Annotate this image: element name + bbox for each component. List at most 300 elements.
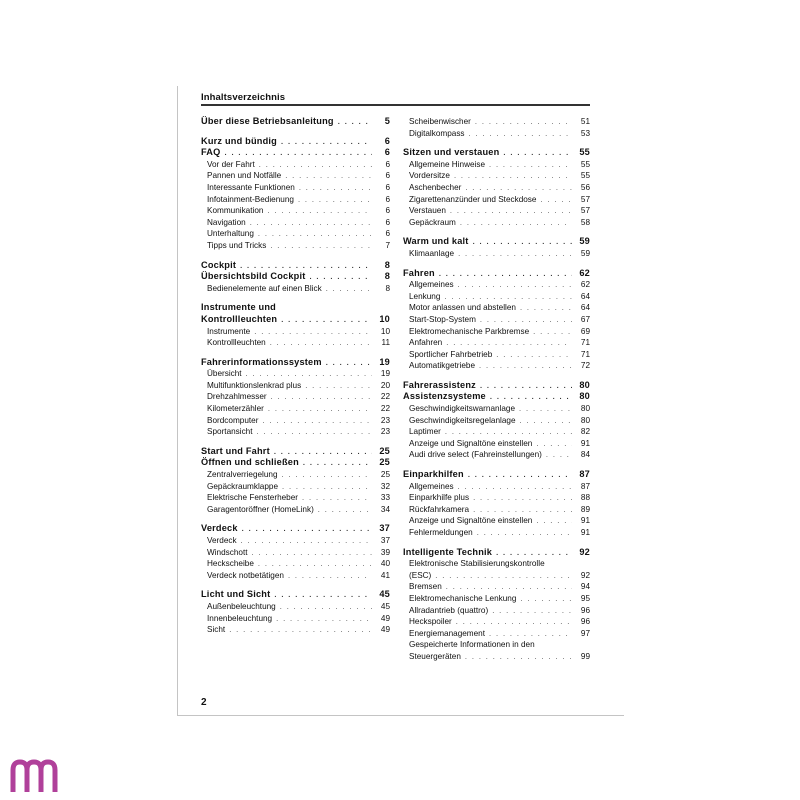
toc-leader-dots xyxy=(492,605,572,617)
toc-entry-label: Elektronische Stabilisierungskontrolle xyxy=(409,559,545,569)
toc-sub-entry[interactable] xyxy=(201,469,390,481)
toc-leader-dots xyxy=(540,194,572,206)
toc-entry-label: Interessante Funktionen xyxy=(207,182,295,192)
toc-gap xyxy=(201,438,390,446)
toc-entry-page-number: 91 xyxy=(580,438,590,448)
toc-entry-page-number: 7 xyxy=(385,240,390,250)
toc-leader-dots xyxy=(533,326,572,338)
toc-sub-entry[interactable] xyxy=(403,515,590,527)
toc-entry-page-number: 23 xyxy=(380,415,390,425)
toc-sub-entry[interactable] xyxy=(201,283,390,295)
toc-entry-label: Scheibenwischer xyxy=(409,117,471,126)
toc-leader-dots xyxy=(274,589,372,601)
toc-entry-page-number: 91 xyxy=(580,528,590,537)
toc-leader-dots xyxy=(519,403,572,415)
toc-leader-dots xyxy=(252,547,373,559)
toc-entry-page-number: 55 xyxy=(580,171,590,181)
toc-entry-label: Kontrollleuchten xyxy=(201,313,278,324)
toc-entry-page-number: 22 xyxy=(380,404,390,414)
toc-chapter-entry[interactable] xyxy=(403,147,590,159)
toc-leader-dots xyxy=(473,492,572,504)
toc-entry-label: Außenbeleuchtung xyxy=(207,601,276,611)
toc-leader-dots xyxy=(274,446,372,458)
toc-entry-page-number: 40 xyxy=(380,559,390,569)
toc-leader-dots xyxy=(489,159,572,171)
toc-entry-label: Sitzen und verstauen xyxy=(403,147,500,158)
toc-sub-entry[interactable] xyxy=(403,558,590,570)
toc-entry-label: Anfahren xyxy=(409,338,443,348)
toc-chapter-entry[interactable] xyxy=(201,357,390,369)
toc-gap xyxy=(403,228,590,236)
toc-leader-dots xyxy=(520,302,572,314)
toc-entry-label: Warm und kalt xyxy=(403,236,469,247)
toc-sub-entry[interactable] xyxy=(403,116,590,128)
toc-leader-dots xyxy=(536,438,572,450)
toc-entry-label: Windschott xyxy=(207,547,248,557)
toc-entry-page-number: 88 xyxy=(580,493,590,503)
toc-chapter-entry[interactable] xyxy=(403,391,590,403)
toc-sub-entry[interactable] xyxy=(403,527,590,539)
toc-entry-page-number: 92 xyxy=(580,570,590,580)
toc-entry-label: Allgemeine Hinweise xyxy=(409,159,485,169)
toc-entry-label: Fahren xyxy=(403,267,435,278)
toc-sub-entry[interactable] xyxy=(201,624,390,636)
toc-sub-entry[interactable] xyxy=(403,182,590,194)
toc-gap xyxy=(403,539,590,547)
toc-sub-entry[interactable] xyxy=(201,481,390,493)
toc-sub-entry[interactable] xyxy=(201,504,390,516)
toc-sub-entry[interactable] xyxy=(403,616,590,628)
toc-sub-entry[interactable] xyxy=(201,182,390,194)
m-logo-icon xyxy=(8,756,62,794)
toc-leader-dots xyxy=(338,116,372,128)
toc-chapter-entry[interactable] xyxy=(403,547,590,559)
toc-leader-dots xyxy=(458,481,572,493)
toc-sub-entry[interactable] xyxy=(403,128,590,140)
toc-entry-label: Digitalkompass xyxy=(409,128,465,138)
toc-leader-dots xyxy=(469,128,572,140)
toc-gap xyxy=(201,581,390,589)
toc-leader-dots xyxy=(454,170,572,182)
toc-entry-label: Einparkhilfe plus xyxy=(409,493,470,503)
toc-sub-entry[interactable] xyxy=(403,326,590,338)
toc-entry-page-number: 8 xyxy=(384,259,390,270)
toc-entry-label: Sicht xyxy=(207,625,226,635)
toc-entry-label: Öffnen und schließen xyxy=(201,457,299,468)
toc-entry-label: Heckscheibe xyxy=(207,559,254,569)
toc-chapter-entry[interactable] xyxy=(403,268,590,280)
toc-sub-entry[interactable] xyxy=(201,337,390,349)
toc-entry-page-number: 25 xyxy=(380,470,390,480)
toc-entry-page-number: 57 xyxy=(580,194,590,204)
toc-chapter-entry[interactable] xyxy=(201,136,390,148)
toc-entry-label: Kurz und bündig xyxy=(201,135,277,146)
toc-entry-page-number: 32 xyxy=(380,481,390,491)
toc-leader-dots xyxy=(326,357,372,369)
toc-entry-label: Verdeck notbetätigen xyxy=(207,570,284,580)
toc-sub-entry[interactable] xyxy=(201,601,390,613)
left-margin-rule xyxy=(177,86,178,716)
toc-leader-dots xyxy=(241,535,372,547)
toc-chapter-entry[interactable] xyxy=(201,446,390,458)
toc-entry-label: Fahrerassistenz xyxy=(403,379,476,390)
toc-entry-page-number: 80 xyxy=(580,415,590,425)
toc-sub-entry[interactable] xyxy=(403,628,590,640)
toc-entry-label: Geschwindigkeitswarnanlage xyxy=(409,404,516,414)
toc-leader-dots xyxy=(254,326,372,338)
toc-sub-entry[interactable] xyxy=(403,605,590,617)
toc-sub-entry[interactable] xyxy=(201,613,390,625)
toc-entry-page-number: 92 xyxy=(579,546,590,557)
toc-sub-entry[interactable] xyxy=(201,558,390,570)
toc-leader-dots xyxy=(258,558,372,570)
toc-entry-label: Verstauen xyxy=(409,206,446,216)
toc-sub-entry[interactable] xyxy=(403,438,590,450)
toc-leader-dots xyxy=(475,116,572,128)
toc-entry-label: Übersicht xyxy=(207,369,242,379)
page-title: Inhaltsverzeichnis xyxy=(201,92,286,103)
toc-entry-page-number: 64 xyxy=(580,291,590,301)
toc-leader-dots xyxy=(267,205,372,217)
toc-entry-label: Fahrerinformationssystem xyxy=(201,356,322,367)
toc-entry-label: Gepäckraumklappe xyxy=(207,481,278,491)
toc-leader-dots xyxy=(460,217,572,229)
toc-sub-entry[interactable] xyxy=(403,337,590,349)
toc-leader-dots xyxy=(250,217,372,229)
toc-leader-dots xyxy=(503,147,572,159)
toc-gap xyxy=(403,461,590,469)
toc-leader-dots xyxy=(257,426,372,438)
toc-entry-label: Zigarettenanzünder und Steckdose xyxy=(409,194,537,204)
toc-entry-label: Sportlicher Fahrbetrieb xyxy=(409,349,493,359)
toc-sub-entry[interactable] xyxy=(403,639,590,651)
toc-leader-dots xyxy=(458,248,572,260)
toc-entry-label: Über diese Betriebsanleitung xyxy=(201,116,334,126)
toc-entry-page-number: 49 xyxy=(380,613,390,623)
toc-sub-entry[interactable] xyxy=(201,170,390,182)
toc-sub-entry[interactable] xyxy=(201,240,390,252)
toc-sub-entry[interactable] xyxy=(403,279,590,291)
toc-chapter-entry[interactable] xyxy=(201,523,390,535)
toc-leader-dots xyxy=(262,415,372,427)
toc-entry-label: Tipps und Tricks xyxy=(207,240,267,250)
toc-chapter-entry[interactable] xyxy=(201,271,390,283)
toc-leader-dots xyxy=(288,570,372,582)
toc-sub-entry[interactable] xyxy=(403,581,590,593)
toc-leader-dots xyxy=(302,492,372,504)
toc-sub-entry[interactable] xyxy=(201,547,390,559)
toc-entry-label: Verdeck xyxy=(201,523,238,534)
toc-entry-page-number: 20 xyxy=(380,380,390,390)
toc-sub-entry[interactable] xyxy=(201,492,390,504)
toc-sub-entry[interactable] xyxy=(403,248,590,260)
toc-leader-dots xyxy=(458,279,572,291)
toc-leader-dots xyxy=(318,504,372,516)
toc-sub-entry[interactable] xyxy=(201,368,390,380)
toc-entry-label: Klimaanlage xyxy=(409,248,455,258)
toc-entry-label: Instrumente xyxy=(207,326,251,336)
toc-leader-dots xyxy=(303,457,372,469)
toc-entry-page-number: 71 xyxy=(580,349,590,359)
toc-leader-dots xyxy=(299,182,372,194)
toc-entry-page-number: 69 xyxy=(580,326,590,336)
toc-leader-dots xyxy=(465,182,572,194)
toc-sub-entry[interactable] xyxy=(201,426,390,438)
toc-entry-label: Allgemeines xyxy=(409,280,454,290)
toc-entry-label: Intelligente Technik xyxy=(403,546,493,557)
toc-entry-page-number: 53 xyxy=(580,128,590,138)
toc-leader-dots xyxy=(473,236,572,248)
bottom-rule xyxy=(177,715,624,716)
toc-entry-page-number: 6 xyxy=(385,194,390,204)
toc-sub-entry[interactable] xyxy=(201,326,390,338)
toc-entry-label: Automatikgetriebe xyxy=(409,361,475,371)
toc-entry-label: Vordersitze xyxy=(409,171,450,181)
toc-entry-label: Kommunikation xyxy=(207,206,264,216)
toc-entry-label: Cockpit xyxy=(201,259,237,270)
toc-leader-dots xyxy=(480,314,572,326)
toc-gap xyxy=(403,260,590,268)
toc-sub-entry[interactable] xyxy=(403,570,590,582)
toc-leader-dots xyxy=(536,515,572,527)
toc-sub-entry[interactable] xyxy=(403,504,590,516)
toc-leader-dots xyxy=(259,159,372,171)
toc-chapter-entry[interactable] xyxy=(201,302,390,314)
toc-leader-dots xyxy=(268,403,372,415)
toc-entry-page-number: 6 xyxy=(385,159,390,169)
toc-entry-label: Pannen und Notfälle xyxy=(207,171,282,181)
toc-entry-page-number: 45 xyxy=(380,601,390,611)
toc-sub-entry[interactable] xyxy=(201,194,390,206)
toc-sub-entry[interactable] xyxy=(201,535,390,547)
toc-entry-label: Elektromechanische Lenkung xyxy=(409,593,517,603)
toc-chapter-entry[interactable] xyxy=(403,469,590,481)
toc-entry-page-number: 37 xyxy=(380,536,390,545)
toc-leader-dots xyxy=(225,147,373,159)
toc-entry-page-number: 37 xyxy=(379,523,390,534)
toc-entry-label: (ESC) xyxy=(409,570,432,580)
toc-gap xyxy=(201,294,390,302)
toc-entry-label: Navigation xyxy=(207,217,246,227)
toc-sub-entry[interactable] xyxy=(403,449,590,461)
toc-leader-dots xyxy=(490,391,572,403)
toc-entry-label: Zentralverriegelung xyxy=(207,470,278,480)
toc-leader-dots xyxy=(450,205,572,217)
toc-leader-dots xyxy=(270,240,372,252)
toc-entry-page-number: 59 xyxy=(579,236,590,247)
toc-entry-page-number: 51 xyxy=(580,117,590,126)
toc-gap xyxy=(201,128,390,136)
toc-entry-label: Gepäckraum xyxy=(409,217,456,227)
toc-entry-page-number: 87 xyxy=(580,481,590,491)
toc-entry-page-number: 80 xyxy=(579,379,590,390)
toc-entry-page-number: 94 xyxy=(580,582,590,592)
toc-entry-page-number: 5 xyxy=(384,116,390,126)
toc-entry-page-number: 8 xyxy=(384,271,390,282)
toc-sub-entry[interactable] xyxy=(403,314,590,326)
toc-entry-label: Gespeicherte Informationen in den xyxy=(409,640,535,650)
toc-entry-page-number: 39 xyxy=(380,547,390,557)
toc-entry-page-number: 96 xyxy=(580,605,590,615)
toc-entry-page-number: 6 xyxy=(385,171,390,181)
toc-entry-label: Fehlermeldungen xyxy=(409,528,473,537)
toc-entry-page-number: 45 xyxy=(379,589,390,600)
toc-leader-dots xyxy=(285,170,372,182)
toc-entry-page-number: 6 xyxy=(385,206,390,216)
toc-leader-dots xyxy=(489,628,572,640)
toc-sub-entry[interactable] xyxy=(403,481,590,493)
toc-entry-label: Licht und Sicht xyxy=(201,589,271,600)
toc-sub-entry[interactable] xyxy=(403,492,590,504)
toc-leader-dots xyxy=(479,360,572,372)
toc-entry-page-number: 62 xyxy=(580,280,590,290)
toc-entry-page-number: 6 xyxy=(384,135,390,146)
toc-leader-dots xyxy=(271,391,372,403)
toc-sub-entry[interactable] xyxy=(403,360,590,372)
toc-entry-label: Vor der Fahrt xyxy=(207,159,255,169)
toc-entry-label: Aschenbecher xyxy=(409,182,462,192)
toc-entry-page-number: 25 xyxy=(379,457,390,468)
toc-leader-dots xyxy=(520,593,572,605)
toc-sub-entry[interactable] xyxy=(403,593,590,605)
toc-entry-label: Audi drive select (Fahreinstellungen) xyxy=(409,450,542,460)
toc-sub-entry[interactable] xyxy=(403,349,590,361)
toc-chapter-entry[interactable] xyxy=(201,116,390,128)
toc-leader-dots xyxy=(281,314,372,326)
toc-leader-dots xyxy=(473,504,572,516)
toc-sub-entry[interactable] xyxy=(201,159,390,171)
toc-entry-page-number: 19 xyxy=(379,356,390,367)
toc-leader-dots xyxy=(309,271,372,283)
toc-leader-dots xyxy=(242,523,372,535)
toc-leader-dots xyxy=(477,527,572,539)
toc-entry-label: Motor anlassen und abstellen xyxy=(409,303,516,313)
toc-leader-dots xyxy=(456,616,572,628)
toc-sub-entry[interactable] xyxy=(403,217,590,229)
toc-entry-page-number: 72 xyxy=(580,361,590,371)
toc-sub-entry[interactable] xyxy=(201,380,390,392)
toc-sub-entry[interactable] xyxy=(403,426,590,438)
toc-entry-label: Innenbeleuchtung xyxy=(207,613,273,623)
toc-entry-label: Garagentoröffner (HomeLink) xyxy=(207,504,314,514)
toc-entry-label: Energiemanagement xyxy=(409,628,486,638)
toc-sub-entry[interactable] xyxy=(403,291,590,303)
toc-leader-dots xyxy=(229,624,372,636)
toc-sub-entry[interactable] xyxy=(403,651,590,663)
toc-entry-page-number: 6 xyxy=(385,182,390,192)
toc-entry-page-number: 80 xyxy=(579,391,590,402)
toc-entry-page-number: 82 xyxy=(580,427,590,437)
toc-chapter-entry[interactable] xyxy=(201,314,390,326)
toc-entry-page-number: 49 xyxy=(380,625,390,635)
toc-leader-dots xyxy=(240,260,372,272)
toc-sub-entry[interactable] xyxy=(201,570,390,582)
toc-entry-page-number: 10 xyxy=(379,313,390,324)
toc-sub-entry[interactable] xyxy=(201,217,390,229)
toc-entry-page-number: 89 xyxy=(580,504,590,514)
toc-entry-page-number: 22 xyxy=(380,392,390,402)
toc-sub-entry[interactable] xyxy=(201,391,390,403)
toc-entry-page-number: 19 xyxy=(380,369,390,379)
toc-entry-label: FAQ xyxy=(201,147,221,158)
toc-sub-entry[interactable] xyxy=(201,205,390,217)
toc-chapter-entry[interactable] xyxy=(403,236,590,248)
toc-entry-label: Verdeck xyxy=(207,536,237,545)
toc-entry-label: Infotainment-Bedienung xyxy=(207,194,294,204)
toc-sub-entry[interactable] xyxy=(201,228,390,240)
toc-leader-dots xyxy=(444,291,572,303)
toc-entry-page-number: 6 xyxy=(384,147,390,158)
toc-entry-label: Kilometerzähler xyxy=(207,404,264,414)
toc-sub-entry[interactable] xyxy=(403,170,590,182)
toc-entry-page-number: 84 xyxy=(580,450,590,460)
toc-gap xyxy=(201,349,390,357)
toc-entry-label: Start und Fahrt xyxy=(201,445,270,456)
toc-sub-entry[interactable] xyxy=(403,415,590,427)
toc-sub-entry[interactable] xyxy=(403,205,590,217)
toc-entry-label: Allradantrieb (quattro) xyxy=(409,605,489,615)
toc-entry-label: Heckspoiler xyxy=(409,617,452,627)
toc-leader-dots xyxy=(270,337,372,349)
toc-leader-dots xyxy=(280,601,372,613)
header-rule xyxy=(201,104,590,106)
toc-chapter-entry[interactable] xyxy=(403,380,590,392)
toc-entry-page-number: 95 xyxy=(580,593,590,603)
toc-entry-label: Bedienelemente auf einen Blick xyxy=(207,283,322,293)
toc-entry-page-number: 25 xyxy=(379,445,390,456)
toc-leader-dots xyxy=(276,613,372,625)
toc-entry-label: Elektromechanische Parkbremse xyxy=(409,326,530,336)
toc-gap xyxy=(403,372,590,380)
toc-entry-label: Multifunktionslenkrad plus xyxy=(207,380,302,390)
toc-column-right xyxy=(403,116,590,663)
toc-chapter-entry[interactable] xyxy=(201,260,390,272)
toc-chapter-entry[interactable] xyxy=(201,589,390,601)
toc-leader-dots xyxy=(435,570,572,582)
toc-entry-page-number: 96 xyxy=(580,617,590,627)
toc-entry-label: Elektrische Fensterheber xyxy=(207,493,299,503)
toc-entry-page-number: 67 xyxy=(580,314,590,324)
toc-entry-label: Drehzahlmesser xyxy=(207,392,267,402)
toc-leader-dots xyxy=(496,547,572,559)
toc-entry-page-number: 8 xyxy=(385,283,390,293)
toc-sub-entry[interactable] xyxy=(403,302,590,314)
toc-entry-label: Bremsen xyxy=(409,582,442,592)
toc-sub-entry[interactable] xyxy=(403,403,590,415)
toc-gap xyxy=(201,252,390,260)
toc-entry-label: Anzeige und Signaltöne einstellen xyxy=(409,516,533,526)
toc-entry-label: Steuergeräten xyxy=(409,651,461,661)
toc-sub-entry[interactable] xyxy=(201,403,390,415)
toc-entry-label: Assistenzsysteme xyxy=(403,391,486,402)
toc-sub-entry[interactable] xyxy=(403,194,590,206)
toc-leader-dots xyxy=(282,481,372,493)
toc-gap xyxy=(403,139,590,147)
toc-entry-page-number: 62 xyxy=(579,267,590,278)
toc-chapter-entry[interactable] xyxy=(201,457,390,469)
toc-sub-entry[interactable] xyxy=(403,159,590,171)
toc-leader-dots xyxy=(281,136,372,148)
toc-entry-label: Einparkhilfen xyxy=(403,469,464,480)
toc-sub-entry[interactable] xyxy=(201,415,390,427)
page-number: 2 xyxy=(201,697,207,708)
toc-leader-dots xyxy=(258,228,372,240)
toc-entry-label: Sportansicht xyxy=(207,427,253,437)
toc-leader-dots xyxy=(445,426,572,438)
toc-entry-label: Start-Stop-System xyxy=(409,314,476,324)
toc-leader-dots xyxy=(465,651,572,663)
toc-chapter-entry[interactable] xyxy=(201,147,390,159)
